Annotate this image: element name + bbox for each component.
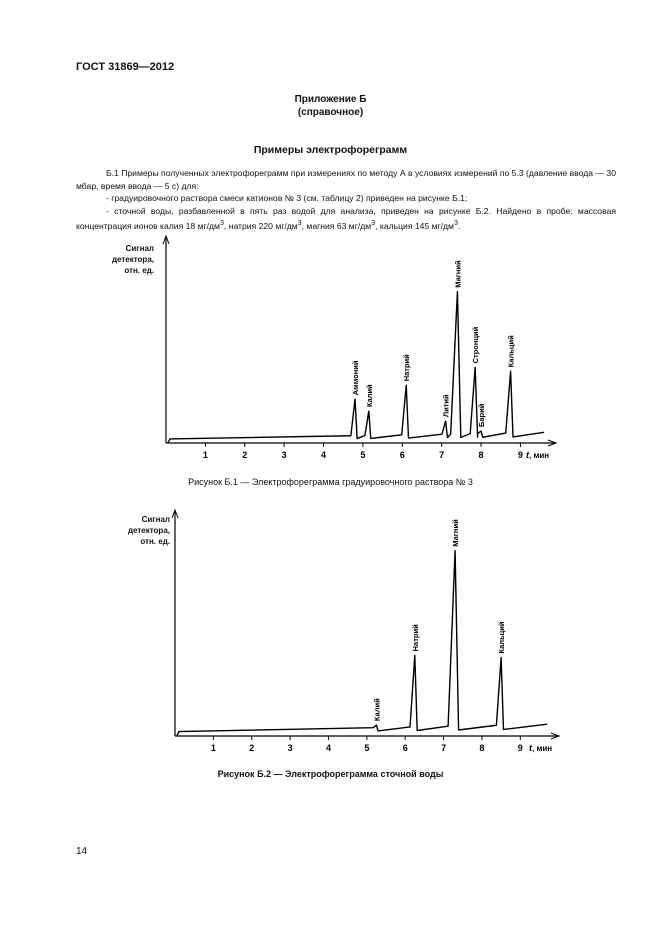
- appendix-title: Приложение Б: [294, 94, 367, 105]
- p3-start: - сточной воды, разбавленной в пять раз водой для анализа, приведен на рисунке Б.2. Найдено в пробе: массовая концентрация ионов калия 18 мг/дм: [76, 205, 616, 232]
- x-tick-label: 2: [242, 450, 248, 460]
- peak-label: Натрий: [402, 354, 412, 382]
- peak-label: Литий: [441, 394, 451, 418]
- x-axis-unit: , мин: [529, 451, 550, 460]
- chart2-electropherogram: [0, 500, 661, 765]
- chart1-ylabel-line3: отн. ед.: [124, 266, 154, 275]
- p3-b: , магния 63 мг/дм: [301, 221, 372, 232]
- x-axis-label: [529, 743, 552, 753]
- x-axis-variable: t: [526, 450, 529, 460]
- x-tick-label: 4: [325, 743, 331, 753]
- x-tick-label: 5: [364, 743, 370, 753]
- paragraph-2: - градуировочного раствора смеси катионов № 3 (см. таблицу 2) приведен на рисунке Б.1;: [106, 193, 468, 204]
- peak-label: Магний: [453, 260, 463, 288]
- appendix-subtitle: (справочное): [297, 107, 364, 118]
- paragraph-1: Б.1 Примеры полученных электрофореграмм при измерениях по методу А в условиях измерений по 5.3 (давление ввода — 30 мбар, время ввода — 5 с) для:: [76, 168, 616, 191]
- chart1-ylabel-line2: детектора,: [111, 255, 154, 264]
- peak-label: Натрий: [410, 624, 420, 652]
- x-axis-label: [526, 450, 549, 460]
- unit-superscript: 3: [453, 219, 458, 228]
- unit-superscript: 3: [297, 219, 302, 228]
- peak-label: Барий: [477, 403, 487, 428]
- x-tick-label: 7: [439, 450, 445, 460]
- x-tick-label: 8: [479, 743, 485, 753]
- x-tick-label: 9: [517, 743, 523, 753]
- p3-c: , кальция 145 мг/дм: [375, 221, 454, 232]
- peak-label: Кальций: [506, 335, 516, 368]
- peak-label: Стронций: [471, 326, 481, 364]
- unit-superscript: 3: [219, 219, 224, 228]
- chart1-electropherogram: [0, 230, 661, 470]
- p3-a: , натрия 220 мг/дм: [223, 221, 298, 232]
- x-tick-label: 9: [517, 450, 523, 460]
- x-tick-label: 3: [281, 450, 287, 460]
- page-number: 14: [76, 846, 88, 857]
- peak-label: Кальций: [497, 621, 507, 654]
- peak-label: Магний: [451, 519, 461, 547]
- paragraph-3: [76, 205, 616, 233]
- x-tick-label: 7: [441, 743, 447, 753]
- chart2-ylabel-line1: Сигнал: [141, 515, 170, 524]
- x-tick-label: 6: [402, 743, 408, 753]
- figure2-caption: Рисунок Б.2 — Электрофореграмма сточной воды: [217, 769, 444, 779]
- x-tick-label: 3: [287, 743, 293, 753]
- x-tick-label: 1: [202, 450, 208, 460]
- x-axis-variable: t: [529, 743, 532, 753]
- unit-superscript: 3: [371, 219, 376, 228]
- peak-label: Калий: [364, 384, 374, 408]
- x-tick-label: 8: [478, 450, 484, 460]
- appendix-heading: [0, 93, 661, 119]
- figure1-caption: Рисунок Б.1 — Электрофореграмма градуировочного раствора № 3: [188, 477, 473, 487]
- x-tick-label: 4: [321, 450, 327, 460]
- x-tick-label: 2: [249, 743, 255, 753]
- p3-end: .: [457, 221, 461, 232]
- body-text: [76, 167, 616, 233]
- standard-header: ГОСТ 31869—2012: [76, 61, 175, 73]
- chart2-ylabel-line3: отн. ед.: [140, 537, 170, 546]
- x-tick-label: 6: [399, 450, 405, 460]
- peak-label: Аммоний: [351, 360, 361, 396]
- chart1-ylabel-line1: Сигнал: [125, 244, 154, 253]
- x-axis-unit: , мин: [532, 744, 553, 753]
- peak-label: Калий: [372, 698, 382, 722]
- x-tick-label: 1: [210, 743, 216, 753]
- x-tick-label: 5: [360, 450, 366, 460]
- chart2-ylabel-line2: детектора,: [127, 526, 170, 535]
- signal-trace: [177, 551, 547, 736]
- section-title: Примеры электрофореграмм: [253, 144, 408, 156]
